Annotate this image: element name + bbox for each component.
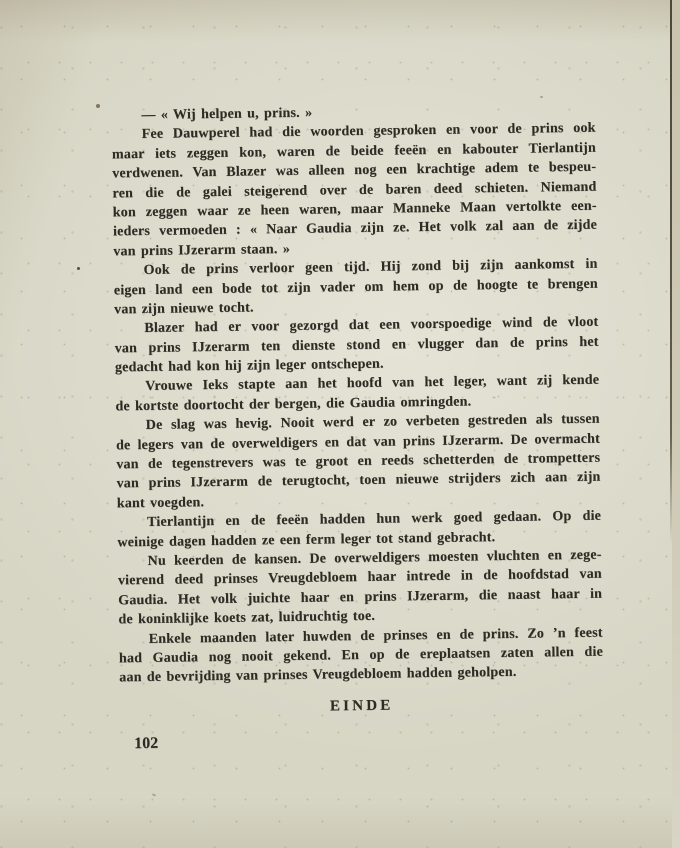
- text-line: van prins IJzerarm ten dienste stond en vlugger dan de prins het: [114, 334, 599, 357]
- text-line: weinige dagen hadden ze een ferm leger tot stand gebracht.: [117, 529, 496, 550]
- book-page-edge-line: [670, 0, 672, 545]
- text-line: Ook de prins verloor geen tijd. Hij zond bij zijn aankomst in: [143, 256, 598, 279]
- page-number: 102: [134, 734, 159, 753]
- paper-speck: [540, 96, 543, 98]
- text-line: maar iets zeggen kon, waren de beide feeën en kabouter Tierlantijn: [111, 140, 597, 163]
- text-line: gedacht had kon hij zijn leger ontschepen.: [114, 356, 384, 376]
- book-page-edge: [672, 0, 680, 848]
- einde-heading: EINDE: [329, 697, 394, 715]
- text-line: vierend deed prinses Vreugdebloem haar intrede in de hoofdstad van: [117, 566, 602, 589]
- story-text: [111, 100, 603, 688]
- text-line: verdwenen. Van Blazer was alleen nog een krachtige adem te bespeu-: [112, 159, 597, 182]
- scanned-text-block: [111, 100, 604, 787]
- text-line: kon zeggen waar ze heen waren, maar Manneke Maan vertolkte een-: [112, 198, 597, 221]
- text-line: van de tegenstrevers was te groot en reeds schetterden de trompetters: [116, 450, 601, 473]
- text-line: De slag was hevig. Nooit werd er zo verbeten gestreden als tussen: [145, 411, 600, 434]
- text-line: van prins IJzerarm de terugtocht, toen nieuwe strijders zich aan zijn: [116, 470, 601, 492]
- paper-speck: [152, 793, 156, 797]
- text-line: had Gaudia nog nooit gekend. En op de ereplaatsen zaten allen die: [118, 644, 604, 667]
- text-line: ieders vermoeden : « Naar Gaudia zijn ze. Het volk zal aan de zijde: [112, 217, 598, 240]
- text-line: aan de bevrijding van prinses Vreugdebloem hadden geholpen.: [119, 665, 517, 686]
- text-line: van prins IJzerarm staan. »: [113, 241, 291, 260]
- text-line: van zijn nieuwe tocht.: [114, 300, 254, 318]
- text-line: Fee Dauwperel had die woorden gesproken en voor de prins ook: [141, 121, 596, 143]
- text-line: eigen land een bode tot zijn vader om hem op de hoogte te brengen: [113, 276, 598, 298]
- paper-speck: [77, 267, 80, 270]
- text-line: Enkele maanden later huwden de prinses en de prins. Zo ’n feest: [148, 625, 603, 647]
- text-line: de koninklijke koets zat, luidruchtig toe.: [118, 608, 376, 628]
- text-line: — « Wij helpen u, prins. »: [141, 105, 313, 123]
- text-line: Tierlantijn en de feeën hadden hun werk goed gedaan. Op die: [146, 508, 602, 531]
- text-line: Gaudia. Het volk juichte haar en prins IJzerarm, die naast haar in: [118, 586, 603, 609]
- text-line: ren die de galei steigerend over de baren deed schieten. Niemand: [112, 179, 597, 201]
- text-line: de kortste doortocht der bergen, die Gaudia omringden.: [115, 394, 472, 415]
- text-line: Vrouwe Ieks stapte aan het hoofd van het leger, want zij kende: [145, 373, 600, 395]
- paper-speck: [96, 104, 100, 108]
- text-line: kant voegden.: [116, 494, 205, 512]
- text-line: de legers van de overweldigers en dat van prins IJzerarm. De overmacht: [115, 431, 601, 454]
- text-line: Nu keerden de kansen. De overweldigers moesten vluchten en zege-: [147, 547, 602, 569]
- text-line: Blazer had er voor gezorgd dat een voorspoedige wind de vloot: [144, 314, 599, 337]
